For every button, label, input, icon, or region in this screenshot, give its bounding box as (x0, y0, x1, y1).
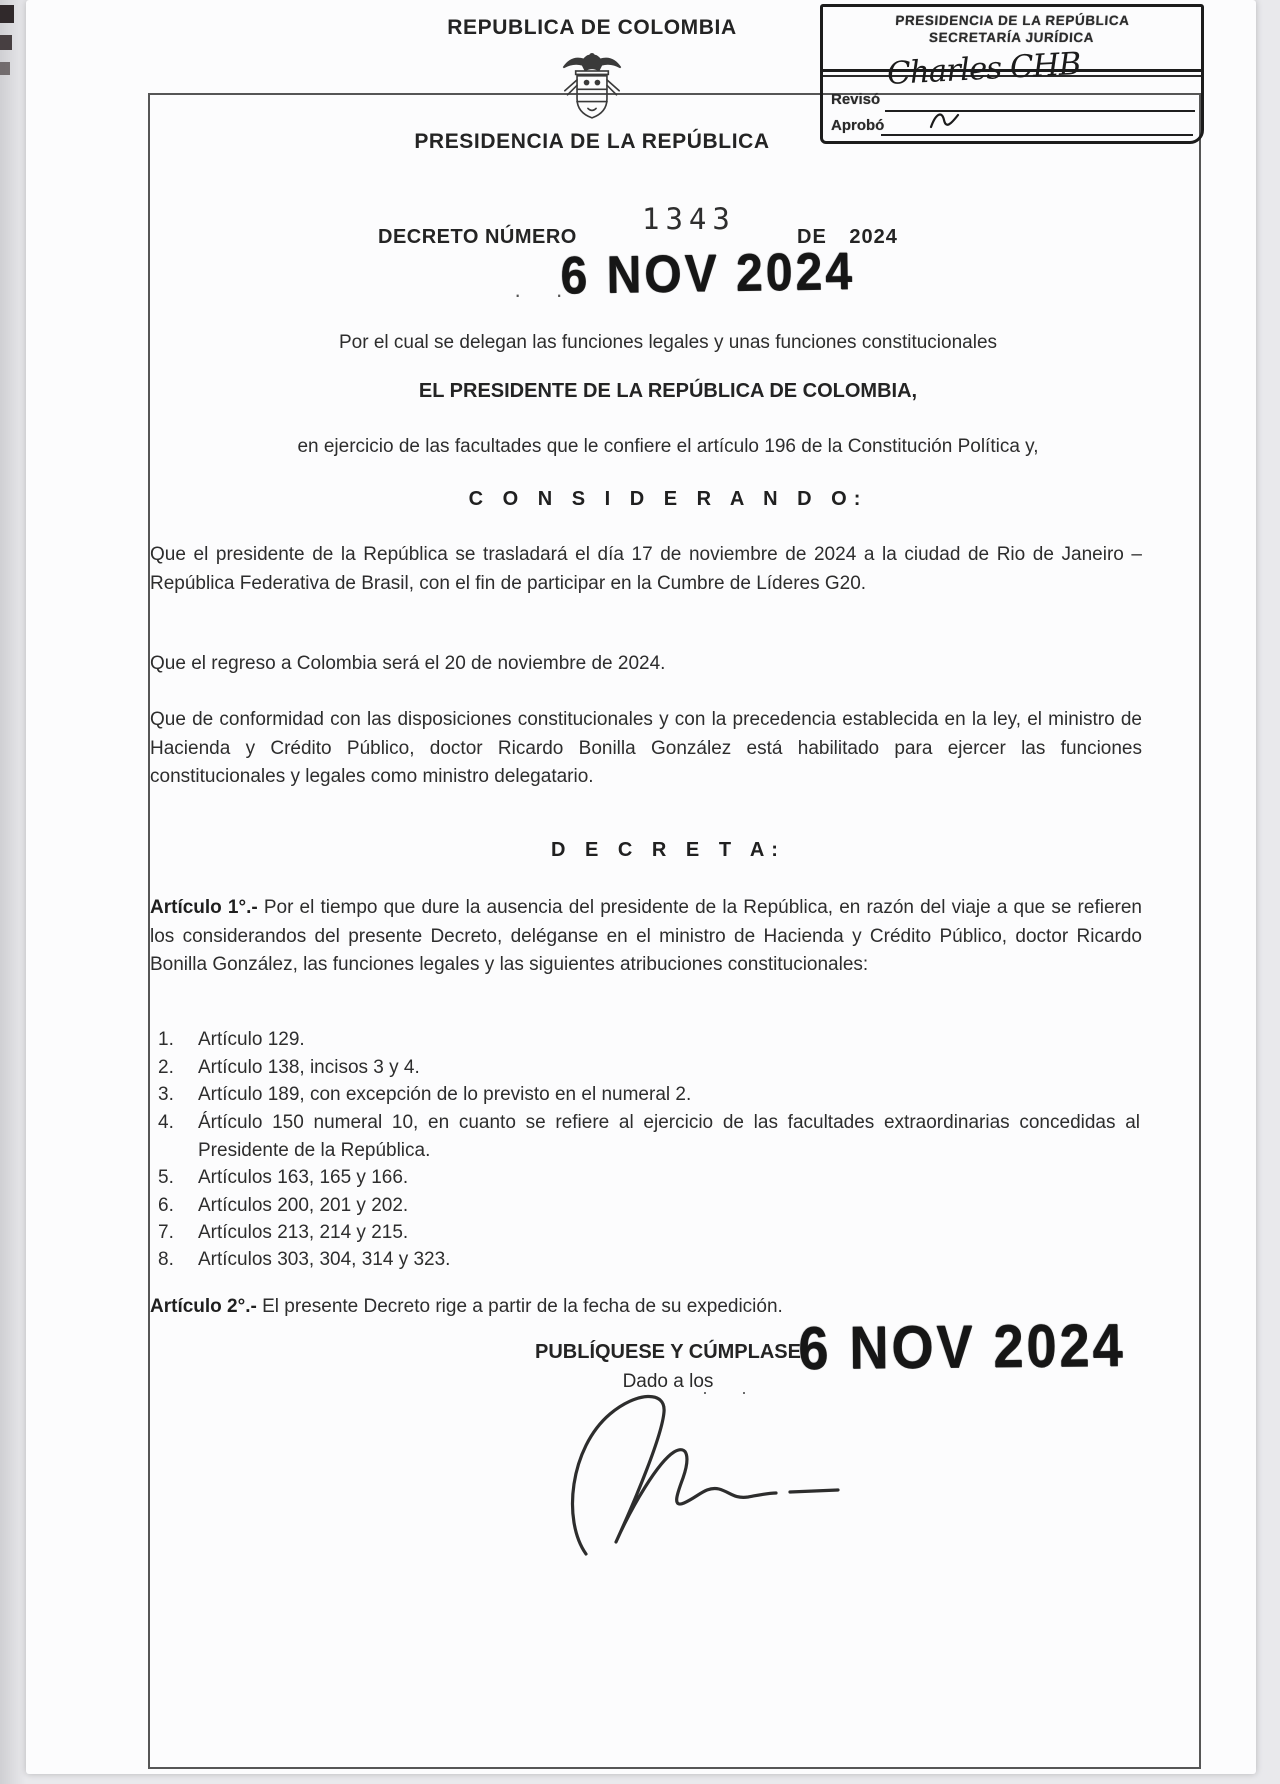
issuer-line: EL PRESIDENTE DE LA REPÚBLICA DE COLOMBIA, (418, 380, 918, 402)
publish-order-line: PUBLÍQUESE Y CÚMPLASE (535, 1341, 801, 1363)
list-item-text: Artículos 303, 304, 314 y 323. (198, 1249, 451, 1270)
approved-label: Aprobó (831, 117, 885, 134)
date-stamp-top: 6 NOV 2024 (560, 240, 856, 305)
decree-number-value: 1343 (642, 202, 736, 236)
article-1-paragraph (150, 894, 1142, 980)
list-item-text: Ártículo 150 numeral 10, en cuanto se refiere al ejercicio de las facultades extraordinarias concedidas al Presidente de la República. (198, 1112, 1140, 1161)
considering-heading: C O N S I D E R A N D O: (468, 488, 868, 510)
scan-edge-mark (0, 5, 14, 23)
list-item-number: 1. (158, 1029, 174, 1050)
list-item (158, 1054, 1140, 1082)
decree-year: DE 2024 (797, 226, 898, 248)
article-2-label: Artículo 2°.- (150, 1296, 257, 1317)
list-item (158, 1192, 1140, 1220)
list-item-number: 5. (158, 1167, 174, 1188)
list-item-text: Artículo 129. (198, 1029, 305, 1050)
considering-paragraph: Que de conformidad con las disposiciones constitucionales y con la precedencia establecida en la ley, el ministro de Hacienda y Crédito Público, doctor Ricardo Bonilla González está habilitado para ejercer las funciones constitucionales y legales como ministro delegatario. (150, 709, 1142, 787)
list-item (158, 1109, 1140, 1165)
list-item-number: 3. (158, 1084, 174, 1105)
powers-line: en ejercicio de las facultades que le confiere el artículo 196 de la Constitución Política y, (297, 436, 1039, 457)
office-title: PRESIDENCIA DE LA REPÚBLICA (414, 130, 770, 153)
list-item-text: Artículos 200, 201 y 202. (198, 1195, 409, 1216)
scan-noise-dots: · · (702, 1382, 761, 1402)
review-stamp-line2: SECRETARÍA JURÍDICA (928, 30, 1095, 45)
list-item-number: 6. (158, 1195, 174, 1216)
colombia-coat-of-arms-icon (558, 48, 626, 128)
list-item-text: Artículo 189, con excepción de lo previsto en el numeral 2. (198, 1084, 692, 1105)
list-item (158, 1026, 1140, 1054)
considering-paragraph: Que el regreso a Colombia será el 20 de noviembre de 2024. (150, 653, 666, 674)
signature-line (881, 134, 1193, 136)
list-item (158, 1246, 1140, 1274)
reviewed-label: Revisó (831, 91, 881, 108)
decree-subject: Por el cual se delegan las funciones legales y unas funciones constitucionales (338, 332, 998, 353)
presidential-signature-icon (546, 1390, 876, 1563)
list-item-text: Artículos 213, 214 y 215. (198, 1222, 409, 1243)
review-stamp-title (822, 12, 1202, 46)
list-item-number: 2. (158, 1057, 174, 1078)
date-stamp-bottom: 6 NOV 2024 (798, 1311, 1126, 1383)
scan-edge-mark (0, 62, 10, 75)
scan-noise-dots: · · (514, 282, 577, 307)
given-at-line: Dado a los (622, 1371, 714, 1392)
considering-paragraph: Que el presidente de la República se trasladará el día 17 de noviembre de 2024 a la ciudad de Rio de Janeiro – República Federativa de Brasil, con el fin de participar en la Cumbre de Líderes G20. (150, 544, 1142, 594)
article-1-label: Artículo 1°.- (150, 897, 258, 918)
country-title: REPUBLICA DE COLOMBIA (447, 16, 737, 39)
article-1-text: Por el tiempo que dure la ausencia del presidente de la República, en razón del viaje a que se refieren los considerandos del presente Decreto, deléganse en el ministro de Hacienda y Crédito Público, doctor Ricardo Bonilla González, las funciones legales y las siguientes atribuciones constitucionales: (150, 897, 1142, 975)
list-item-text: Artículos 163, 165 y 166. (198, 1167, 409, 1188)
decree-number-label: DECRETO NÚMERO (378, 226, 577, 248)
list-item (158, 1219, 1140, 1247)
list-item-number: 7. (158, 1222, 174, 1243)
list-item-number: 8. (158, 1249, 174, 1270)
scan-edge-mark (0, 35, 12, 50)
decreta-heading: D E C R E T A: (551, 839, 785, 861)
review-stamp-box (820, 4, 1204, 144)
review-stamp-line1: PRESIDENCIA DE LA REPÚBLICA (894, 13, 1130, 28)
list-item-text: Artículo 138, incisos 3 y 4. (198, 1057, 420, 1078)
list-item (158, 1164, 1140, 1192)
reviewer-handwritten-signature: Charles CHB (886, 45, 1082, 93)
article-2-text: El presente Decreto rige a partir de la fecha de su expedición. (262, 1296, 783, 1317)
list-item (158, 1081, 1140, 1109)
list-item-number: 4. (158, 1112, 174, 1133)
